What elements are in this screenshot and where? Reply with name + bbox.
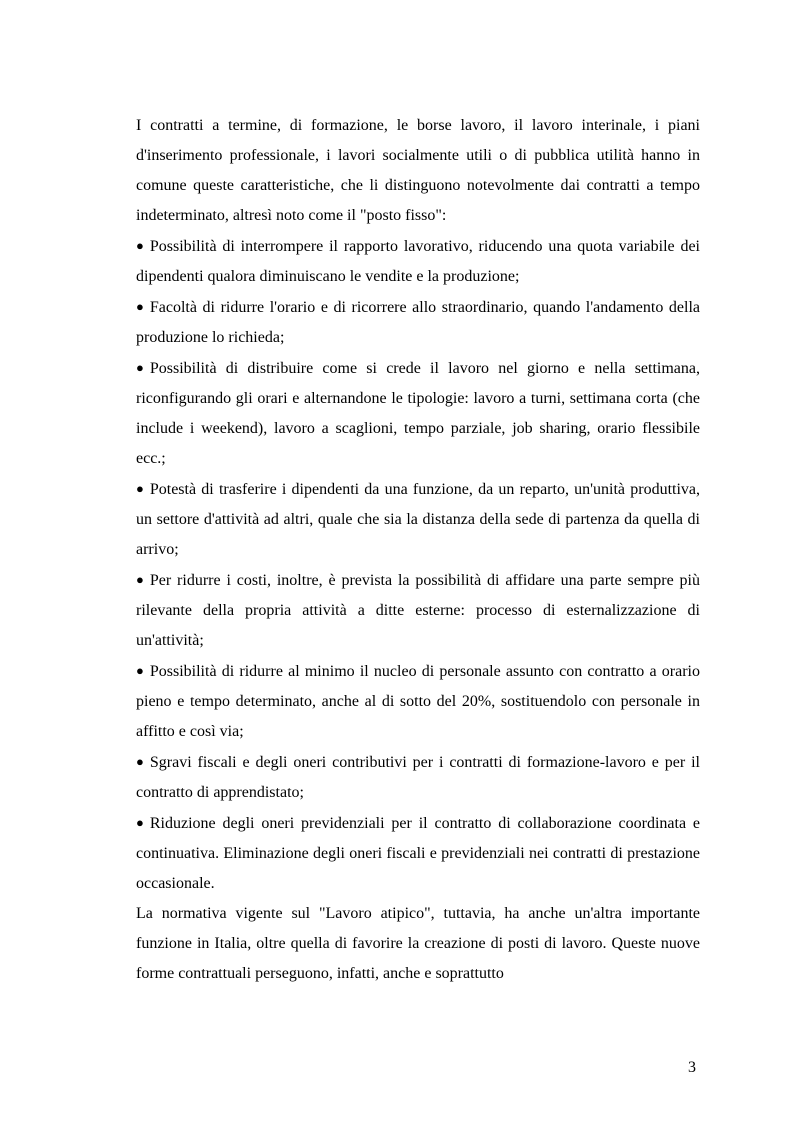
list-item-text: Potestà di trasferire i dipendenti da una funzione, da un reparto, un'unità produttiva, un settore d'attività ad altri, quale che sia la distanza della sede di partenza da quella di arrivo;	[136, 481, 700, 558]
bullet-icon: ●	[136, 481, 144, 496]
list-item-text: Possibilità di ridurre al minimo il nucleo di personale assunto con contratto a orario pieno e tempo determinato, anche al di sotto del 20%, sostituendolo con personale in affitto e così via;	[136, 663, 700, 740]
bullet-icon: ●	[136, 663, 144, 678]
list-item-text: Possibilità di distribuire come si crede il lavoro nel giorno e nella settimana, riconfigurando gli orari e alternandone le tipologie: lavoro a turni, settimana corta (che include i weekend), lavoro a scaglioni, tempo parziale, job sharing, orario flessibile ecc.;	[136, 360, 700, 467]
bullet-icon: ●	[136, 815, 144, 830]
list-item	[136, 474, 700, 565]
list-item	[136, 231, 700, 292]
list-item-text: Facoltà di ridurre l'orario e di ricorrere allo straordinario, quando l'andamento della produzione lo richieda;	[136, 299, 700, 346]
bullet-icon: ●	[136, 360, 144, 375]
list-item-text: Possibilità di interrompere il rapporto lavorativo, riducendo una quota variabile dei dipendenti qualora diminuiscano le vendite e la produzione;	[136, 238, 700, 285]
list-item	[136, 565, 700, 656]
list-item	[136, 353, 700, 474]
bullet-icon: ●	[136, 299, 144, 314]
list-item-text: Per ridurre i costi, inoltre, è prevista la possibilità di affidare una parte sempre più rilevante della propria attività a ditte esterne: processo di esternalizzazione di un'attività;	[136, 572, 700, 649]
list-item-text: Sgravi fiscali e degli oneri contributivi per i contratti di formazione-lavoro e per il contratto di apprendistato;	[136, 754, 700, 801]
intro-paragraph: I contratti a termine, di formazione, le borse lavoro, il lavoro interinale, i piani d'inserimento professionale, i lavori socialmente utili o di pubblica utilità hanno in comune queste caratteristiche, che li distinguono notevolmente dai contratti a tempo indeterminato, altresì noto come il "posto fisso":	[136, 117, 700, 224]
list-item	[136, 292, 700, 353]
bullet-icon: ●	[136, 754, 144, 769]
list-item	[136, 747, 700, 808]
bullet-icon: ●	[136, 572, 144, 587]
page-body	[136, 111, 700, 989]
list-item-text: Riduzione degli oneri previdenziali per il contratto di collaborazione coordinata e continuativa. Eliminazione degli oneri fiscali e previdenziali nei contratti di prestazione occasionale.	[136, 815, 700, 892]
bullet-icon: ●	[136, 238, 144, 253]
list-item	[136, 808, 700, 899]
page-number: 3	[688, 1059, 696, 1076]
list-item	[136, 656, 700, 747]
closing-paragraph: La normativa vigente sul "Lavoro atipico", tuttavia, ha anche un'altra importante funzione in Italia, oltre quella di favorire la creazione di posti di lavoro. Queste nuove forme contrattuali perseguono, infatti, anche e soprattutto	[136, 905, 700, 982]
